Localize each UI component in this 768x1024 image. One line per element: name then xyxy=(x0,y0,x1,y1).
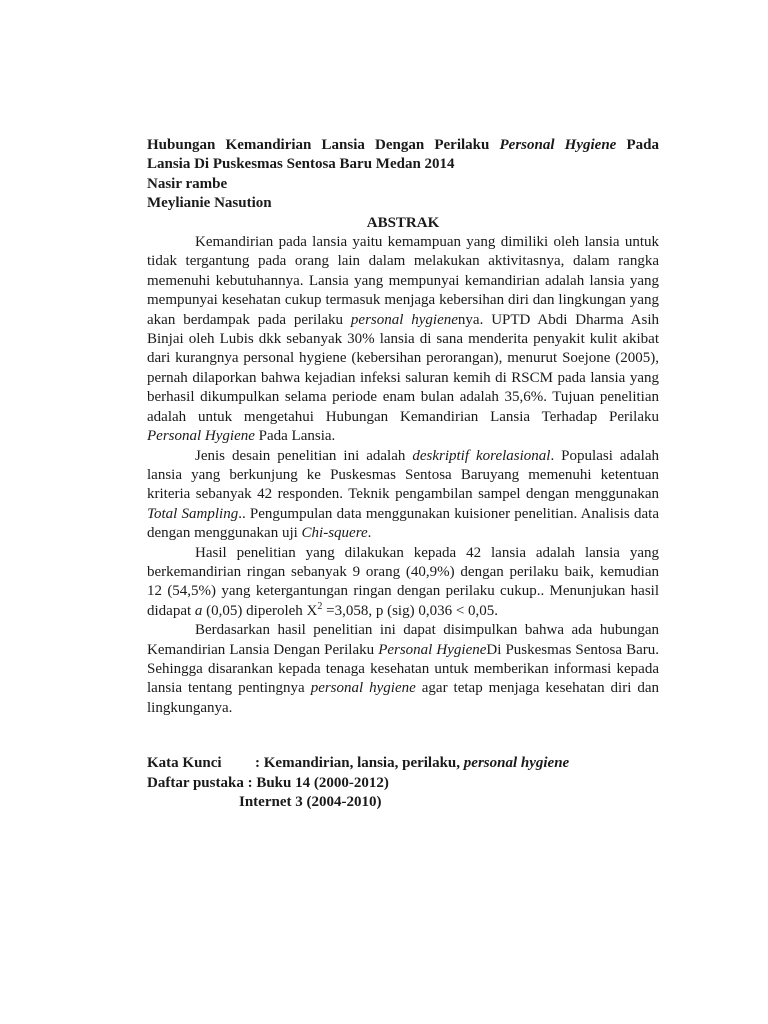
title-italic-text: Personal Hygiene xyxy=(499,137,617,153)
document-page xyxy=(147,136,659,812)
keywords-section xyxy=(147,754,659,812)
references-label: Daftar pustaka : Buku 14 (2000-2012) xyxy=(147,774,389,791)
abstract-heading: ABSTRAK xyxy=(366,214,440,231)
superscript: 2 xyxy=(317,600,323,612)
abstract-paragraph-1: Kemandirian pada lansia yaitu kemampuan yang dimiliki oleh lansia untuk tidak tergantung pada orang lain dalam melakukan aktivitasnya, dalam rangka memenuhi kebutuhannya. Lansia yang mempunyai kemandirian adalah lansia yang mempunyai kesehatan cukup termasuk menjaga kebersihan diri dan lingkungan yang akan berdampak pada perilaku personal hygienenya. UPTD Abdi Dharma Asih Binjai oleh Lubis dkk sebanyak 30% lansia di sana menderita penyakit kulit akibat dari kurangnya personal hygiene (kebersihan perorangan), menurut Soejone (2005), pernah dilaporkan bahwa kejadian infeksi saluran kemih di RSCM pada lansia yang berhasil dikumpulkan selama periode enam bulan adalah 35,6%. Tujuan penelitian adalah untuk mengetahui Hubungan Kemandirian Lansia Terhadap Perilaku Personal Hygiene Pada Lansia. xyxy=(147,234,659,445)
author-2: Meylianie Nasution xyxy=(147,195,272,212)
references-internet: Internet 3 (2004-2010) xyxy=(239,794,382,810)
title-text: Hubungan Kemandirian Lansia Dengan Perilaku xyxy=(147,137,500,153)
title-text-end: Pada xyxy=(616,137,659,153)
paper-title-line2: Lansia Di Puskesmas Sentosa Baru Medan 2014 xyxy=(147,156,455,173)
paper-title-line1 xyxy=(147,136,659,155)
abstract-paragraph-3: Hasil penelitian yang dilakukan kepada 42 lansia adalah lansia yang berkemandirian ringan sebanyak 9 orang (40,9%) dengan perilaku baik, kemudian 12 (54,5%) yang ketergantungan ringan dengan perilaku cukup.. Menunjukan hasil didapat a (0,05) diperoleh $X^2 =3,058$, p (sig) 0,036 < 0,05. xyxy=(147,544,659,619)
abstract-paragraph-2: Jenis desain penelitian ini adalah deskriptif korelasional. Populasi adalah lansia yang berkunjung ke Puskesmas Sentosa Baruyang memenuhi ketentuan kriteria sebanyak 42 responden. Teknik pengambilan sampel dengan menggunakan Total Sampling.. Pengumpulan data menggunakan kuisioner penelitian. Analisis data dengan menggunakan uji Chi-squere. xyxy=(147,447,659,542)
abstract-paragraph-4: Berdasarkan hasil penelitian ini dapat disimpulkan bahwa ada hubungan Kemandirian Lansia Dengan Perilaku Personal HygieneDi Puskesmas Sentosa Baru. Sehingga disarankan kepada tenaga kesehatan untuk memberikan informasi kepada lansia tentang pentingnya personal hygiene agar tetap menjaga kesehatan diri dan lingkunganya. xyxy=(147,622,659,716)
keywords-label: Kata Kunci xyxy=(147,755,222,772)
author-1: Nasir rambe xyxy=(147,175,228,192)
keywords-value: : Kemandirian, lansia, perilaku, personal hygiene xyxy=(255,755,570,772)
keywords-row xyxy=(147,754,659,773)
